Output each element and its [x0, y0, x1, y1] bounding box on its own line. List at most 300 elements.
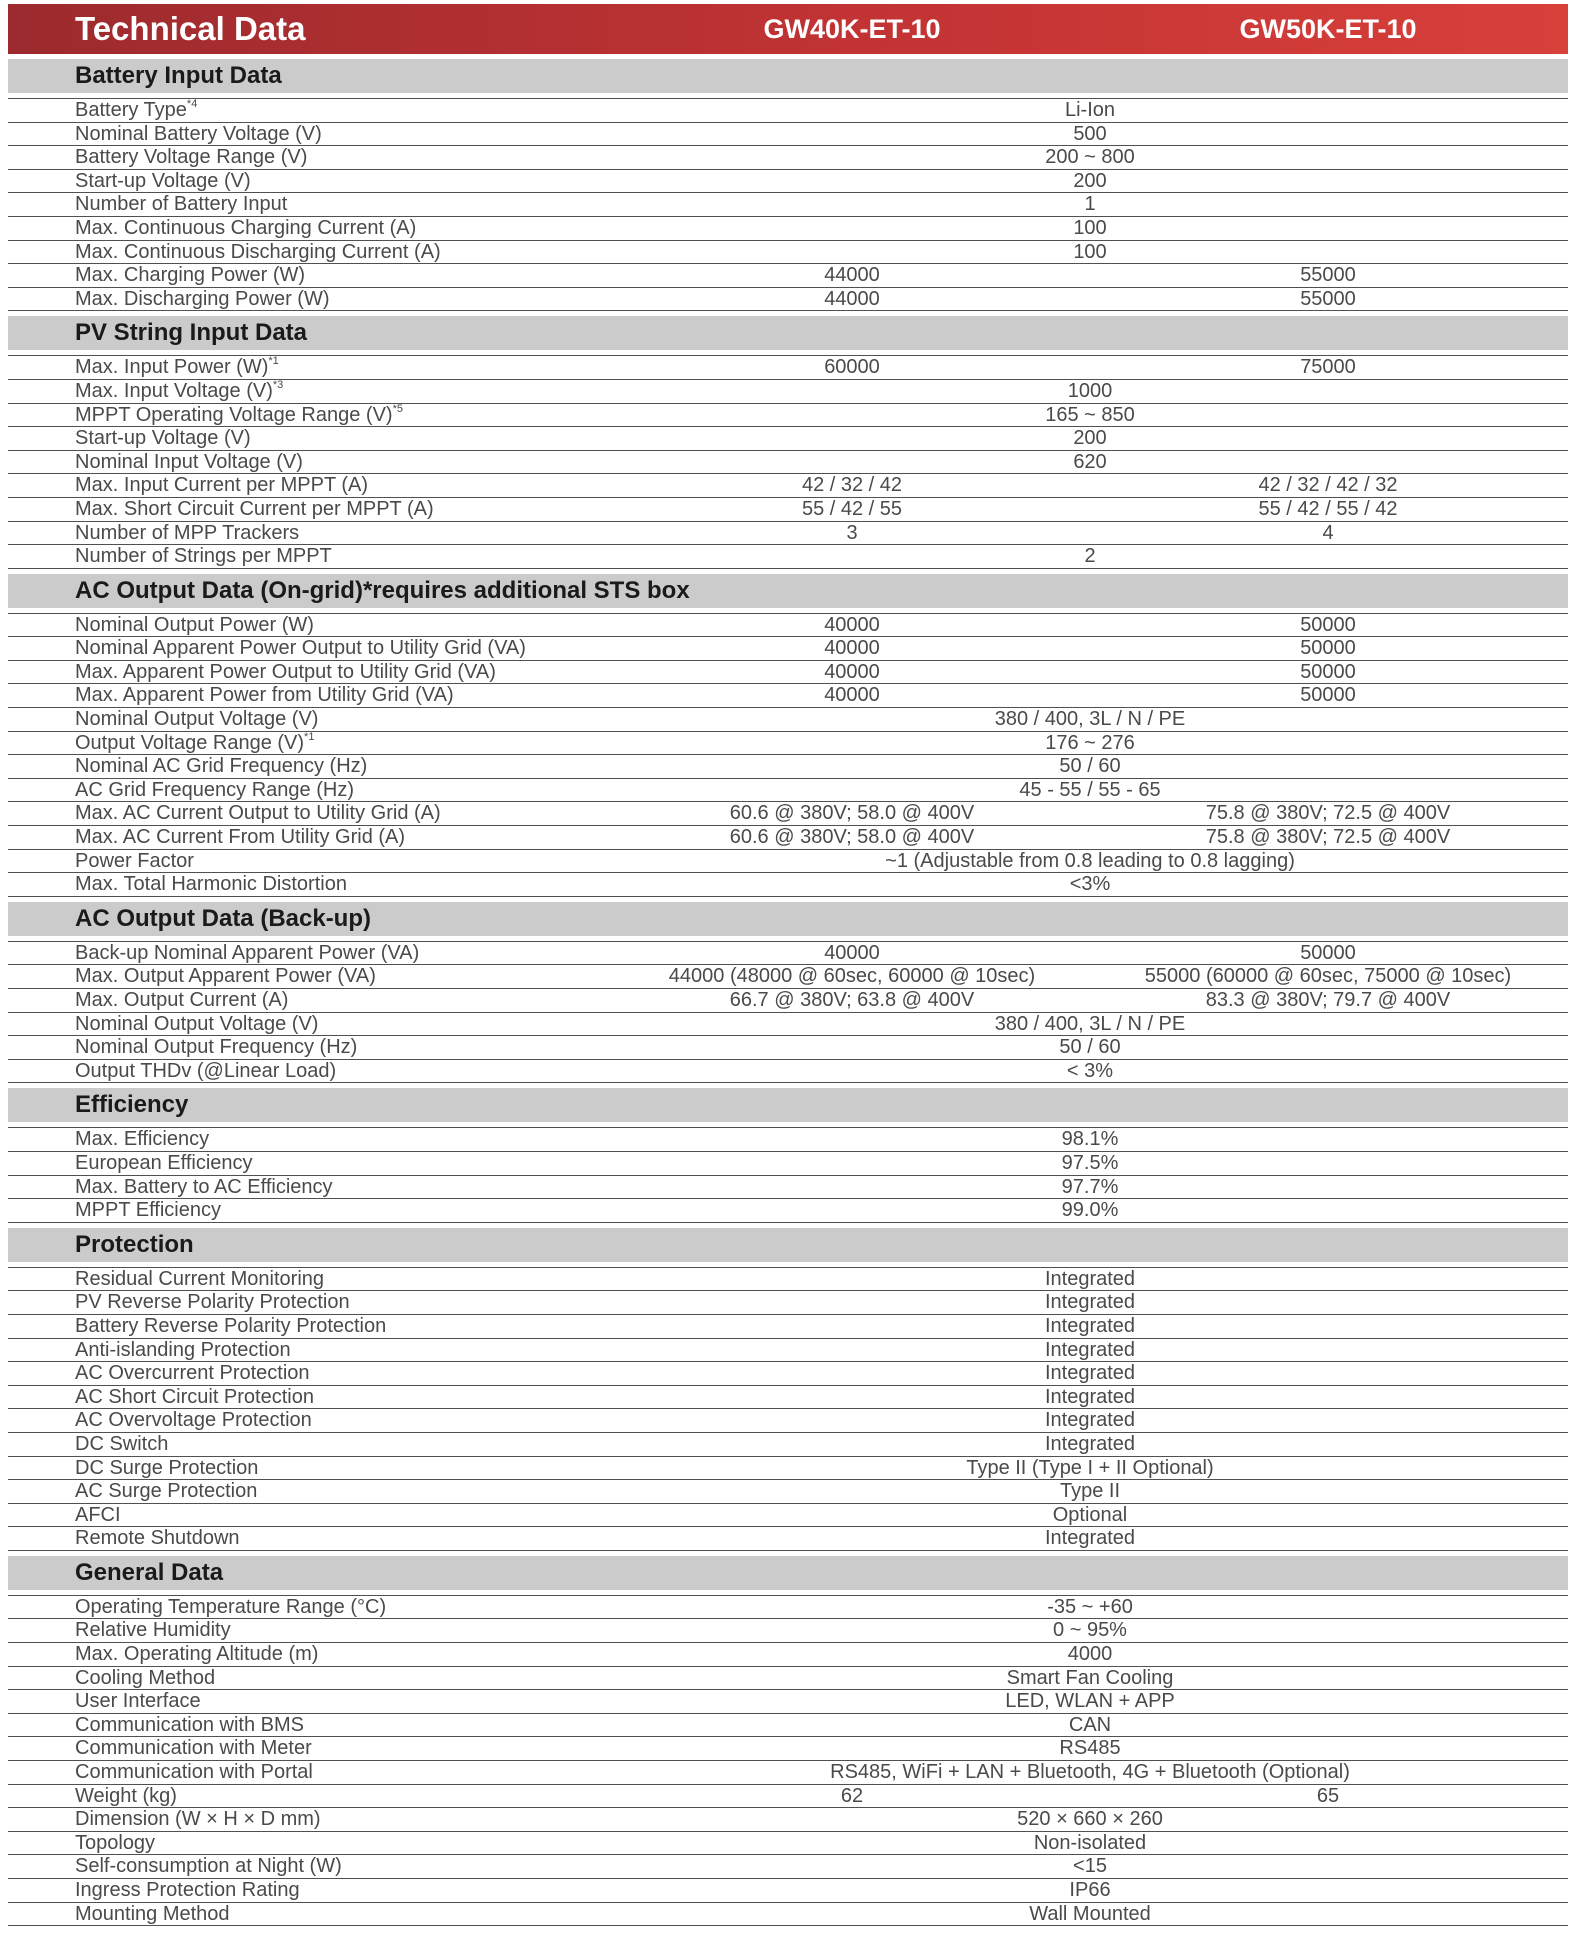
section-rows — [8, 355, 1568, 568]
table-row — [8, 661, 1568, 685]
row-label — [75, 217, 416, 240]
row-label — [75, 1737, 312, 1760]
value-model-2: 50000 — [1300, 684, 1356, 707]
row-label-text: Back-up Nominal Apparent Power (VA) — [75, 941, 420, 964]
table-row — [8, 779, 1568, 803]
value-shared: 100 — [1073, 216, 1107, 239]
row-label — [75, 498, 434, 521]
value-model-2: 65 — [1316, 1784, 1340, 1807]
row-label — [75, 193, 287, 216]
value-model-2: 55000 — [1300, 287, 1356, 310]
row-label-text: Power Factor — [75, 849, 194, 872]
table-row — [8, 356, 1568, 380]
value-shared: 98.1% — [1061, 1128, 1119, 1151]
row-label-text: Max. Input Voltage (V) — [75, 379, 273, 402]
row-label-text: Nominal Output Voltage (V) — [75, 708, 319, 731]
row-label — [75, 404, 403, 427]
table-row — [8, 1060, 1568, 1084]
value-model-1: 60.6 @ 380V; 58.0 @ 400V — [729, 802, 975, 825]
value-shared: Integrated — [1044, 1527, 1136, 1550]
row-label-text: AC Surge Protection — [75, 1480, 258, 1503]
row-label — [75, 1714, 304, 1737]
row-label — [75, 1832, 155, 1855]
row-label — [75, 1362, 310, 1385]
row-label — [75, 873, 347, 896]
value-shared: 2 — [1084, 545, 1096, 568]
row-label — [75, 427, 251, 450]
row-label-text: Nominal Input Voltage (V) — [75, 450, 303, 473]
row-label-text: Relative Humidity — [75, 1619, 231, 1642]
row-label — [75, 264, 305, 287]
table-row — [8, 1527, 1568, 1551]
value-shared: ~1 (Adjustable from 0.8 leading to 0.8 lagging) — [885, 849, 1295, 872]
row-label-text: Topology — [75, 1831, 156, 1854]
row-label-text: Number of Battery Input — [75, 193, 288, 216]
value-shared: 500 — [1073, 122, 1107, 145]
value-shared: LED, WLAN + APP — [1005, 1690, 1175, 1713]
table-row — [8, 1433, 1568, 1457]
value-shared: 4000 — [1067, 1643, 1113, 1666]
row-label — [75, 850, 194, 873]
table-row — [8, 1761, 1568, 1785]
table-row — [8, 288, 1568, 312]
table-row — [8, 498, 1568, 522]
table-row — [8, 637, 1568, 661]
row-label-text: Start-up Voltage (V) — [75, 169, 251, 192]
row-label-text: Nominal Output Voltage (V) — [75, 1012, 319, 1035]
row-label — [75, 1128, 209, 1151]
table-row — [8, 942, 1568, 966]
value-model-1: 44000 — [824, 264, 880, 287]
section-title: Efficiency — [75, 1091, 189, 1119]
value-shared: 99.0% — [1061, 1199, 1119, 1222]
table-row — [8, 1128, 1568, 1152]
value-shared: 380 / 400, 3L / N / PE — [994, 1012, 1186, 1035]
row-label-text: User Interface — [75, 1690, 201, 1713]
section-header — [8, 574, 1568, 608]
table-row — [8, 1386, 1568, 1410]
value-shared: -35 ~ +60 — [1047, 1595, 1133, 1618]
footnote-marker: *1 — [304, 730, 315, 743]
row-label — [75, 99, 197, 122]
row-label-text: Max. Output Current (A) — [75, 989, 289, 1011]
row-label — [75, 614, 314, 637]
row-label — [75, 241, 441, 264]
value-shared: Integrated — [1044, 1291, 1136, 1314]
value-model-1: 44000 (48000 @ 60sec, 60000 @ 10sec) — [668, 965, 1036, 988]
row-label — [75, 708, 318, 731]
row-label-text: Max. AC Current Output to Utility Grid (A) — [75, 802, 441, 825]
table-row — [8, 522, 1568, 546]
row-label — [75, 942, 419, 965]
value-shared: Integrated — [1044, 1338, 1136, 1361]
row-label — [75, 755, 367, 778]
row-label — [75, 1199, 221, 1222]
value-shared: Type II (Type I + II Optional) — [966, 1456, 1214, 1479]
row-label — [75, 1619, 231, 1642]
row-label — [75, 1409, 312, 1432]
row-label — [75, 1808, 321, 1831]
table-row — [8, 474, 1568, 498]
value-model-2: 83.3 @ 380V; 79.7 @ 400V — [1205, 989, 1451, 1011]
row-label — [75, 1643, 318, 1666]
row-label-text: Ingress Protection Rating — [75, 1879, 300, 1901]
table-row — [8, 146, 1568, 170]
row-label-text: PV Reverse Polarity Protection — [75, 1291, 350, 1314]
row-label-text: DC Surge Protection — [75, 1456, 259, 1479]
value-model-2: 55000 — [1300, 264, 1356, 287]
row-label-text: Max. Total Harmonic Distortion — [75, 873, 347, 896]
row-label — [75, 1504, 121, 1527]
value-model-1: 55 / 42 / 55 — [801, 497, 903, 520]
table-row — [8, 755, 1568, 779]
row-label-text: AC Short Circuit Protection — [75, 1385, 314, 1408]
row-label — [75, 684, 454, 707]
row-label-text: AFCI — [75, 1503, 121, 1526]
value-shared: <3% — [1069, 873, 1111, 896]
table-row — [8, 1504, 1568, 1528]
value-shared: 100 — [1073, 240, 1107, 263]
row-label — [75, 1457, 258, 1480]
section-rows — [8, 1267, 1568, 1551]
row-label — [75, 356, 279, 379]
table-row — [8, 99, 1568, 123]
value-shared: 1000 — [1067, 379, 1113, 402]
value-shared: Integrated — [1044, 1362, 1136, 1385]
section-title: AC Output Data (Back-up) — [75, 904, 371, 932]
value-shared: Optional — [1052, 1503, 1128, 1526]
table-row — [8, 1199, 1568, 1223]
row-label — [75, 1060, 336, 1083]
row-label-text: Communication with BMS — [75, 1713, 304, 1736]
table-row — [8, 264, 1568, 288]
row-label — [75, 1855, 342, 1878]
table-row — [8, 732, 1568, 756]
value-shared: 200 — [1073, 427, 1107, 450]
value-model-1: 44000 — [824, 287, 880, 310]
value-model-1: 40000 — [824, 684, 880, 707]
row-label-text: Remote Shutdown — [75, 1527, 240, 1550]
value-model-2: 50000 — [1300, 941, 1356, 964]
row-label — [75, 170, 251, 193]
table-row — [8, 1714, 1568, 1738]
section-header — [8, 1556, 1568, 1590]
value-model-1: 40000 — [824, 613, 880, 636]
row-label-text: Operating Temperature Range (°C) — [75, 1595, 387, 1618]
row-label-text: Mounting Method — [75, 1902, 230, 1925]
value-shared: CAN — [1068, 1713, 1112, 1736]
footnote-marker: *3 — [272, 378, 284, 391]
section-title: PV String Input Data — [75, 319, 308, 347]
row-label — [75, 1690, 201, 1713]
row-label — [75, 989, 288, 1012]
row-label-text: Battery Type — [75, 99, 187, 121]
row-label — [75, 522, 299, 545]
table-row — [8, 826, 1568, 850]
table-row — [8, 1362, 1568, 1386]
value-model-1: 40000 — [824, 941, 880, 964]
row-label-text: Nominal Battery Voltage (V) — [75, 122, 322, 145]
row-label-text: Number of Strings per MPPT — [75, 545, 332, 568]
table-row — [8, 1480, 1568, 1504]
table-row — [8, 684, 1568, 708]
row-label-text: Nominal Output Power (W) — [75, 613, 314, 636]
row-label-text: Max. Battery to AC Efficiency — [75, 1175, 333, 1198]
table-row — [8, 170, 1568, 194]
row-label — [75, 826, 405, 849]
table-row — [8, 193, 1568, 217]
value-shared: IP66 — [1069, 1879, 1111, 1901]
value-model-1: 62 — [840, 1784, 864, 1807]
value-model-2: 55 / 42 / 55 / 42 — [1258, 497, 1398, 520]
technical-data-sheet — [8, 4, 1568, 1926]
section-header — [8, 1088, 1568, 1122]
row-label-text: Start-up Voltage (V) — [75, 427, 251, 450]
table-row — [8, 1903, 1568, 1927]
row-label — [75, 1013, 318, 1036]
row-label-text: AC Grid Frequency Range (Hz) — [75, 778, 354, 801]
row-label-text: AC Overvoltage Protection — [75, 1409, 312, 1432]
value-shared: 1 — [1084, 193, 1096, 216]
row-label — [75, 1315, 386, 1338]
row-label — [75, 1527, 240, 1550]
row-label — [75, 1152, 253, 1175]
row-label-text: Battery Reverse Polarity Protection — [75, 1314, 387, 1337]
table-header — [8, 4, 1568, 54]
table-row — [8, 989, 1568, 1013]
table-row — [8, 965, 1568, 989]
value-shared: Integrated — [1044, 1409, 1136, 1432]
section-rows — [8, 941, 1568, 1084]
row-label-text: Max. Apparent Power from Utility Grid (VA) — [75, 684, 454, 707]
row-label — [75, 802, 441, 825]
value-shared: Type II — [1059, 1480, 1121, 1503]
section-header — [8, 902, 1568, 936]
value-shared: Integrated — [1044, 1385, 1136, 1408]
section-title: Protection — [75, 1230, 194, 1258]
row-label — [75, 1291, 350, 1314]
value-model-1: 42 / 32 / 42 — [801, 474, 903, 497]
row-label-text: Residual Current Monitoring — [75, 1267, 325, 1290]
row-label — [75, 732, 314, 755]
row-label-text: Max. Input Current per MPPT (A) — [75, 474, 369, 497]
table-row — [8, 545, 1568, 569]
row-label — [75, 1339, 291, 1362]
row-label — [75, 1386, 314, 1409]
value-shared: 45 - 55 / 55 - 65 — [1019, 778, 1161, 801]
table-row — [8, 1339, 1568, 1363]
value-shared: 97.7% — [1061, 1175, 1119, 1198]
value-model-1: 66.7 @ 380V; 63.8 @ 400V — [729, 989, 975, 1011]
table-row — [8, 451, 1568, 475]
model-column-2: GW50K-ET-10 — [1239, 14, 1417, 44]
row-label — [75, 1785, 177, 1808]
value-shared: RS485, WiFi + LAN + Bluetooth, 4G + Bluetooth (Optional) — [830, 1761, 1350, 1784]
table-row — [8, 873, 1568, 897]
row-label — [75, 545, 332, 568]
section-header — [8, 59, 1568, 93]
row-label-text: MPPT Efficiency — [75, 1199, 221, 1222]
row-label-text: Max. Short Circuit Current per MPPT (A) — [75, 497, 434, 520]
section-title: Battery Input Data — [75, 62, 282, 89]
value-shared: 520 × 660 × 260 — [1017, 1808, 1163, 1831]
value-model-2: 75000 — [1300, 356, 1356, 379]
value-shared: Li-Ion — [1064, 99, 1116, 121]
sections-container — [8, 59, 1568, 1926]
table-row — [8, 1855, 1568, 1879]
row-label-text: Cooling Method — [75, 1666, 216, 1689]
row-label-text: Max. Apparent Power Output to Utility Grid (VA) — [75, 660, 496, 683]
row-label-text: Max. Charging Power (W) — [75, 264, 306, 287]
table-row — [8, 241, 1568, 265]
section-rows — [8, 613, 1568, 897]
row-label-text: Weight (kg) — [75, 1784, 177, 1807]
value-shared: <15 — [1073, 1855, 1107, 1878]
value-model-1: 40000 — [824, 660, 880, 683]
row-label-text: Max. Operating Altitude (m) — [75, 1643, 319, 1666]
row-label — [75, 1667, 215, 1690]
section-title: General Data — [75, 1558, 224, 1586]
row-label-text: Max. Efficiency — [75, 1128, 210, 1151]
row-label-text: Max. Input Power (W) — [75, 356, 269, 379]
row-label — [75, 1036, 357, 1059]
value-shared: Non-isolated — [1033, 1831, 1147, 1854]
row-label — [75, 1433, 168, 1456]
value-shared: Integrated — [1044, 1267, 1136, 1290]
value-shared: Integrated — [1044, 1432, 1136, 1455]
row-label-text: Number of MPP Trackers — [75, 521, 300, 544]
value-shared: 165 ~ 850 — [1045, 403, 1135, 426]
value-shared: < 3% — [1066, 1059, 1114, 1082]
table-row — [8, 380, 1568, 404]
row-label — [75, 288, 330, 311]
section-rows — [8, 98, 1568, 311]
table-row — [8, 1291, 1568, 1315]
row-label — [75, 965, 376, 988]
value-shared: RS485 — [1059, 1737, 1121, 1760]
row-label — [75, 1903, 230, 1926]
page-title: Technical Data — [75, 10, 306, 47]
row-label — [75, 1176, 333, 1199]
value-model-2: 75.8 @ 380V; 72.5 @ 400V — [1205, 802, 1451, 825]
table-row — [8, 850, 1568, 874]
section-rows — [8, 1595, 1568, 1926]
row-label — [75, 1761, 313, 1784]
row-label-text: Anti-islanding Protection — [75, 1338, 291, 1361]
table-row — [8, 1643, 1568, 1667]
table-row — [8, 1785, 1568, 1809]
table-row — [8, 1176, 1568, 1200]
table-row — [8, 1832, 1568, 1856]
table-row — [8, 1808, 1568, 1832]
row-label-text: DC Switch — [75, 1432, 169, 1455]
row-label-text: Self-consumption at Night (W) — [75, 1855, 342, 1878]
table-row — [8, 1596, 1568, 1620]
table-row — [8, 1457, 1568, 1481]
value-shared: 50 / 60 — [1059, 1036, 1121, 1059]
value-model-2: 4 — [1322, 521, 1334, 544]
row-label-text: Max. AC Current From Utility Grid (A) — [75, 826, 406, 849]
table-row — [8, 1409, 1568, 1433]
value-shared: 50 / 60 — [1059, 755, 1121, 778]
table-row — [8, 802, 1568, 826]
table-row — [8, 708, 1568, 732]
value-model-2: 75.8 @ 380V; 72.5 @ 400V — [1205, 826, 1451, 849]
row-label-text: Output Voltage Range (V) — [75, 731, 305, 754]
row-label — [75, 123, 322, 146]
table-row — [8, 1152, 1568, 1176]
row-label — [75, 1596, 386, 1619]
table-row — [8, 217, 1568, 241]
value-model-2: 42 / 32 / 42 / 32 — [1258, 474, 1398, 497]
value-model-1: 60.6 @ 380V; 58.0 @ 400V — [729, 826, 975, 849]
row-label-text: Nominal AC Grid Frequency (Hz) — [75, 755, 368, 778]
row-label — [75, 779, 354, 802]
row-label — [75, 474, 368, 497]
section-header — [8, 316, 1568, 350]
row-label — [75, 451, 303, 474]
row-label-text: MPPT Operating Voltage Range (V) — [75, 403, 393, 426]
value-model-1: 60000 — [824, 356, 880, 379]
table-row — [8, 1690, 1568, 1714]
table-row — [8, 1268, 1568, 1292]
row-label-text: Max. Continuous Discharging Current (A) — [75, 240, 441, 263]
value-shared: 200 ~ 800 — [1045, 146, 1135, 169]
table-row — [8, 1013, 1568, 1037]
table-row — [8, 123, 1568, 147]
row-label-text: Nominal Output Frequency (Hz) — [75, 1036, 358, 1059]
row-label — [75, 1480, 257, 1503]
value-model-2: 50000 — [1300, 660, 1356, 683]
row-label-text: AC Overcurrent Protection — [75, 1362, 310, 1385]
row-label-text: Output THDv (@Linear Load) — [75, 1059, 337, 1082]
section-title: AC Output Data (On-grid)*requires additional STS box — [75, 576, 690, 604]
value-shared: 380 / 400, 3L / N / PE — [994, 708, 1186, 731]
section-rows — [8, 1127, 1568, 1222]
value-shared: 620 — [1073, 450, 1107, 473]
row-label-text: Max. Output Apparent Power (VA) — [75, 965, 376, 988]
row-label — [75, 661, 496, 684]
row-label — [75, 1879, 300, 1902]
table-row — [8, 1737, 1568, 1761]
table-row — [8, 404, 1568, 428]
table-row — [8, 427, 1568, 451]
row-label-text: European Efficiency — [75, 1151, 253, 1174]
table-row — [8, 1315, 1568, 1339]
table-row — [8, 1667, 1568, 1691]
value-shared: Wall Mounted — [1029, 1902, 1151, 1925]
footnote-marker: *5 — [392, 402, 403, 415]
value-model-2: 55000 (60000 @ 60sec, 75000 @ 10sec) — [1144, 965, 1512, 988]
model-column-1: GW40K-ET-10 — [763, 14, 941, 44]
row-label-text: Max. Continuous Charging Current (A) — [75, 216, 417, 239]
value-shared: 97.5% — [1061, 1151, 1119, 1174]
value-model-1: 3 — [846, 521, 858, 544]
row-label-text: Nominal Apparent Power Output to Utility Grid (VA) — [75, 637, 526, 660]
row-label — [75, 1268, 324, 1291]
table-row — [8, 614, 1568, 638]
row-label-text: Communication with Meter — [75, 1737, 312, 1760]
row-label — [75, 637, 526, 660]
row-label-text: Communication with Portal — [75, 1761, 313, 1784]
footnote-marker: *4 — [186, 98, 198, 110]
value-model-2: 50000 — [1300, 613, 1356, 636]
table-row — [8, 1036, 1568, 1060]
row-label-text: Dimension (W × H × D mm) — [75, 1808, 321, 1831]
value-model-1: 40000 — [824, 637, 880, 660]
row-label — [75, 146, 307, 169]
table-row — [8, 1879, 1568, 1903]
